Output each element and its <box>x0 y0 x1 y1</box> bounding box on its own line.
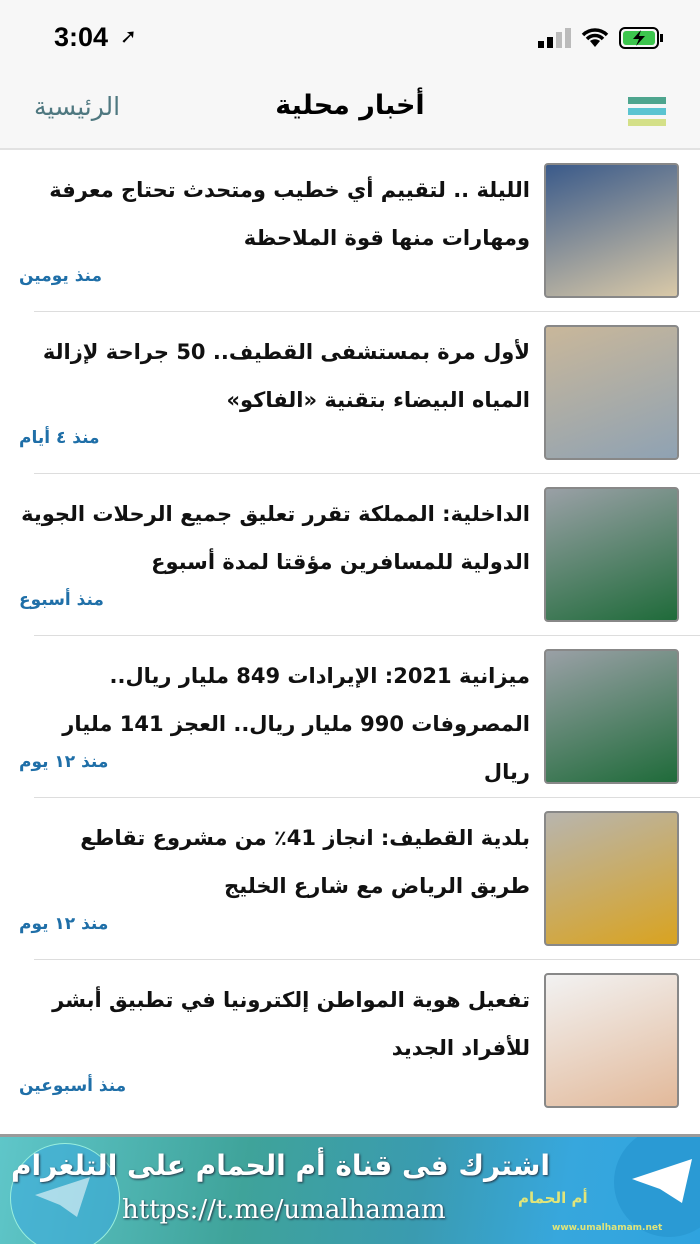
nav-bar <box>0 72 700 150</box>
article-title[interactable]: بلدية القطيف: انجاز 41٪ من مشروع تقاطع طريق الرياض مع شارع الخليج <box>80 826 530 898</box>
article-time-ago: منذ أسبوعين <box>19 1076 127 1096</box>
article-thumbnail <box>544 325 679 460</box>
home-link[interactable]: الرئيسية <box>34 92 121 121</box>
telegram-icon <box>632 1159 692 1203</box>
news-list-item[interactable] <box>19 474 700 636</box>
news-list <box>0 150 700 1122</box>
page-title: أخبار محلية <box>275 90 425 121</box>
hamburger-menu-icon[interactable] <box>628 97 666 130</box>
telegram-banner[interactable] <box>0 1134 700 1244</box>
status-bar <box>0 0 700 72</box>
banner-logo: أم الحمام <box>518 1189 588 1207</box>
status-time: 3:04 <box>54 22 109 52</box>
article-time-ago: منذ ٤ أيام <box>19 428 100 448</box>
news-list-item[interactable] <box>19 636 700 798</box>
telegram-icon <box>35 1177 90 1217</box>
news-list-item[interactable] <box>19 150 700 312</box>
banner-headline: اشترك فى قناة أم الحمام على التلغرام <box>10 1149 550 1182</box>
news-list-item[interactable] <box>19 798 700 960</box>
news-list-item[interactable] <box>19 960 700 1122</box>
article-time-ago: منذ ١٢ يوم <box>19 914 109 934</box>
article-title[interactable]: الليلة .. لتقييم أي خطيب ومتحدث تحتاج معرفة ومهارات منها قوة الملاحظة <box>49 178 530 250</box>
article-thumbnail <box>544 973 679 1108</box>
article-time-ago: منذ أسبوع <box>19 590 104 610</box>
article-time-ago: منذ يومين <box>19 266 103 286</box>
article-thumbnail <box>544 487 679 622</box>
article-title[interactable]: الداخلية: المملكة تقرر تعليق جميع الرحلات الجوية الدولية للمسافرين مؤقتا لمدة أسبوع <box>21 502 530 574</box>
signal-icon <box>538 28 572 48</box>
news-list-item[interactable] <box>19 312 700 474</box>
article-title[interactable]: لأول مرة بمستشفى القطيف.. 50 جراحة لإزالة المياه البيضاء بتقنية «الفاكو» <box>42 340 530 412</box>
banner-site: www.umalhamam.net <box>552 1223 663 1233</box>
article-title[interactable]: ميزانية 2021: الإيرادات 849 مليار ريال.. المصروفات 990 مليار ريال.. العجز 141 مليار ريال <box>62 664 530 784</box>
article-thumbnail <box>544 163 679 298</box>
article-thumbnail <box>544 649 679 784</box>
article-title[interactable]: تفعيل هوية المواطن إلكترونيا في تطبيق أبشر للأفراد الجديد <box>52 988 530 1060</box>
battery-charging-icon <box>619 26 665 50</box>
location-arrow-icon: ➚ <box>120 24 137 48</box>
wifi-icon <box>580 26 610 48</box>
banner-url: https://t.me/umalhamam <box>122 1195 446 1225</box>
article-time-ago: منذ ١٢ يوم <box>19 752 109 772</box>
article-thumbnail <box>544 811 679 946</box>
